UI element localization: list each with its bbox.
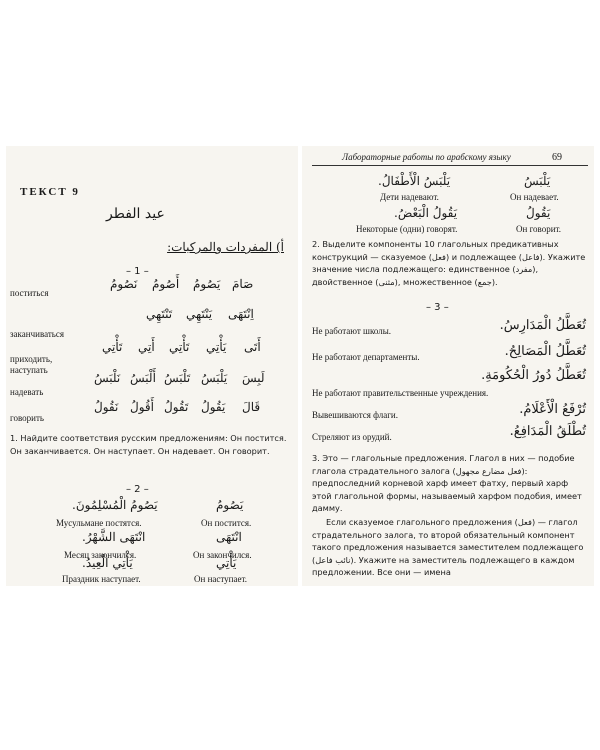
verb-ar-0-2: أَصُومُ xyxy=(152,277,180,291)
verb-ru-3: надевать xyxy=(10,387,44,397)
pair-ar-left-2: يَأْتِي الْعِيدُ. xyxy=(82,556,133,570)
top-pair-ru-left-0: Дети надевают. xyxy=(380,192,439,202)
verb-ar-2-1: يَأْتِي xyxy=(206,340,227,354)
separator-2: – 2 – xyxy=(126,484,149,495)
verb-ar-2-2: تَأْتِي xyxy=(169,340,190,354)
separator-3: – 3 – xyxy=(426,302,449,313)
verb-ar-1-1: يَنْتَهِي xyxy=(186,307,213,321)
pair-ar-left-1: انْتَهَى الشَّهْرُ. xyxy=(82,530,146,544)
page-number: 69 xyxy=(552,152,562,163)
verb-ar-4-4: نَقُولُ xyxy=(94,400,119,414)
verb-ru-2: приходить, наступать xyxy=(10,354,53,375)
pair-ru-right-2: Он наступает. xyxy=(194,574,247,584)
pair-ar-right-2: يَأْتِي xyxy=(216,556,237,570)
right-page xyxy=(302,146,594,586)
pair-ar-left-0: يَصُومُ الْمُسْلِمُونَ. xyxy=(72,498,158,512)
verb-ar-4-0: قَالَ xyxy=(242,400,261,414)
header-rule xyxy=(312,165,588,166)
top-pair-ru-right-1: Он говорит. xyxy=(516,224,562,234)
sentence-ru-4: Стреляют из орудий. xyxy=(312,432,392,442)
pair-ru-right-1: Он закончился. xyxy=(193,550,252,560)
sentence-ru-3: Вывешиваются флаги. xyxy=(312,410,398,420)
pair-ru-right-0: Он постится. xyxy=(201,518,252,528)
verb-ar-3-3: أَلْبَسُ xyxy=(130,371,156,385)
pair-ru-left-1: Месяц закончился. xyxy=(64,550,137,560)
verb-ar-3-2: تَلْبَسُ xyxy=(164,371,191,385)
running-header-title: Лабораторные работы по арабскому языку xyxy=(342,152,511,162)
text-title: عيد الفطر xyxy=(106,206,165,222)
pair-ru-left-2: Праздник наступает. xyxy=(62,574,141,584)
verb-ru-4: говорить xyxy=(10,413,45,423)
text-heading: ТЕКСТ 9 xyxy=(20,186,80,198)
top-pair-ru-right-0: Он надевает. xyxy=(510,192,559,202)
task-2: 2. Выделите компоненты 10 глагольных предикативных конструкций — сказуемое (فعل) и подлежащее (فاعل). Укажите значение числа подлежащего: единственное (مفرد), двойственное (مثنى), множественное (جمع). xyxy=(312,239,586,287)
top-pair-ar-left-1: يَقُولُ الْبَعْضُ. xyxy=(394,206,458,220)
verb-ar-0-0: صَامَ xyxy=(232,277,254,291)
top-pair-ar-right-1: يَقُولُ xyxy=(526,206,551,220)
verb-ar-3-4: نَلْبَسُ xyxy=(94,371,121,385)
verb-ru-0: поститься xyxy=(10,288,49,298)
sentence-ar-4: تُطْلَقُ الْمَدَافِعُ. xyxy=(509,424,586,439)
pair-ar-right-0: يَصُومُ xyxy=(216,498,244,512)
verb-ar-4-3: أَقُولُ xyxy=(130,400,154,414)
top-pair-ru-left-1: Некоторые (одни) говорят. xyxy=(356,224,458,234)
pair-ar-right-1: انْتَهَى xyxy=(216,530,242,544)
sentence-ar-1: تُعَطَّلُ الْمَصَالِحُ. xyxy=(504,344,586,359)
verb-ar-3-0: لَبِسَ xyxy=(242,371,265,385)
task-3: 3. Это — глагольные предложения. Глагол в них — подобие глагола страдательного залога (فعل مضارع مجهول): предпоследний корневой харф имеет фатху, первый харф этой глагольной формы, называемый харфом подобия, имеет дамму. xyxy=(312,453,582,513)
verb-ar-4-2: تَقُولُ xyxy=(164,400,189,414)
sentence-ar-2: تُعَطَّلُ دُورُ الْحُكُومَةِ. xyxy=(481,368,586,383)
vocab-heading: أ) المفردات والمركبات: xyxy=(167,240,284,254)
verb-ar-4-1: يَقُولُ xyxy=(201,400,226,414)
task-1: 1. Найдите соответствия русским предложениям: Он постится. Он заканчивается. Он наступает. Он надевает. Он говорит. xyxy=(10,433,287,456)
verb-ar-0-3: نَصُومُ xyxy=(110,277,138,291)
verb-ru-1: заканчиваться xyxy=(10,329,65,339)
sentence-ar-0: تُعَطَّلُ الْمَدَارِسُ. xyxy=(499,318,586,333)
verb-ar-1-2: تَنْتَهِي xyxy=(146,307,173,321)
verb-ar-2-4: تَأْتِي xyxy=(102,340,123,354)
top-pair-ar-right-0: يَلْبَسُ xyxy=(524,174,551,188)
paragraph: Если сказуемое глагольного предложения (فعل) — глагол страдательного залога, то второй обязательный компонент такого предложения называется заместителем подлежащего (نائب فاعل). Укажите на заместитель подлежащего в каждом предложении. Все они — имена xyxy=(312,517,584,577)
verb-ar-1-0: اِنْتَهَى xyxy=(228,307,254,321)
separator-1: – 1 – xyxy=(126,266,149,277)
verb-ar-3-1: يَلْبَسُ xyxy=(201,371,228,385)
verb-ar-2-3: أَتِي xyxy=(138,340,155,354)
pair-ru-left-0: Мусульмане постятся. xyxy=(56,518,142,528)
verb-ar-2-0: أَتَى xyxy=(244,340,261,354)
verb-ar-0-1: يَصُومُ xyxy=(193,277,221,291)
sentence-ru-2: Не работают правительственные учреждения. xyxy=(312,388,489,398)
sentence-ar-3: تُرْفَعُ الْأَعْلَامُ. xyxy=(519,402,586,417)
left-page xyxy=(6,146,298,586)
top-pair-ar-left-0: يَلْبَسُ الْأَطْفَالُ. xyxy=(378,174,451,188)
sentence-ru-0: Не работают школы. xyxy=(312,326,392,336)
sentence-ru-1: Не работают департаменты. xyxy=(312,352,420,362)
